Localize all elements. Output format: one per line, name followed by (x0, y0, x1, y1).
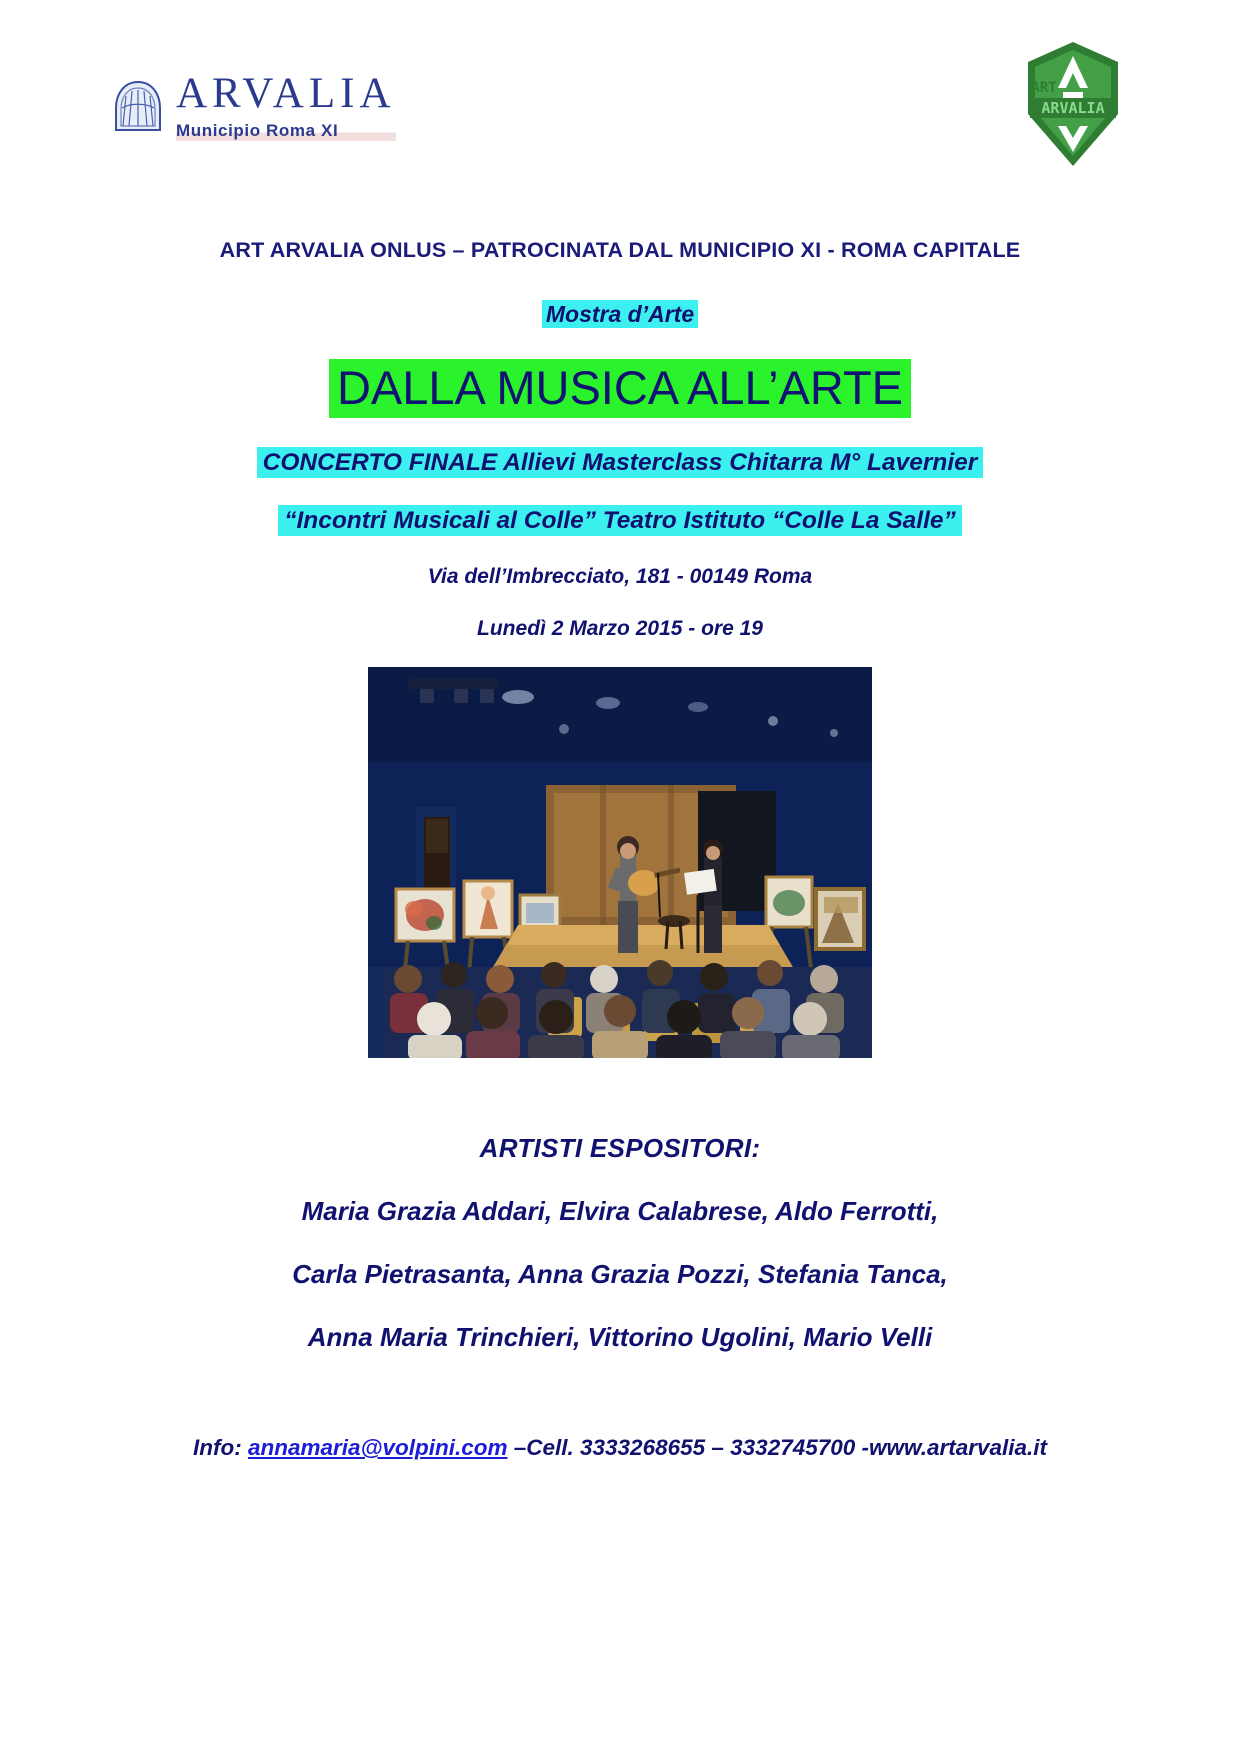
datetime-line: Lunedì 2 Marzo 2015 - ore 19 (477, 617, 763, 640)
flyer-title (0, 360, 1240, 415)
artists-heading: ARTISTI ESPOSITORI: (479, 1133, 761, 1163)
concert-line (0, 449, 1240, 477)
contact-suffix: –Cell. 3333268655 – 3332745700 -www.artarvalia.it (507, 1435, 1048, 1460)
artists-line-1: Maria Grazia Addari, Elvira Calabrese, Aldo Ferrotti, (301, 1196, 939, 1226)
header-logos (0, 0, 1240, 160)
patronage-line: ART ARVALIA ONLUS – PATROCINATA DAL MUNICIPIO XI - ROMA CAPITALE (219, 238, 1021, 262)
svg-text:ARVALIA: ARVALIA (1041, 99, 1105, 117)
venue-line (0, 507, 1240, 535)
email-link[interactable]: annamaria@volpini.com (247, 1435, 508, 1460)
artists-line-2: Carla Pietrasanta, Anna Grazia Pozzi, Stefania Tanca, (292, 1259, 948, 1289)
kicker-line (0, 301, 1240, 328)
svg-text:ART: ART (1031, 80, 1057, 96)
arvalia-subtitle: Municipio Roma XI (176, 122, 396, 141)
contact-line (0, 1435, 1240, 1461)
arvalia-logo (110, 72, 396, 141)
art-arvalia-badge-icon (1014, 40, 1132, 168)
concert-photo (368, 667, 872, 1058)
contact-prefix: Info: (192, 1435, 248, 1460)
kicker-text: Mostra d’Arte (542, 300, 698, 328)
flyer-title-text: DALLA MUSICA ALL’ARTE (329, 359, 911, 418)
fan-arch-icon (110, 78, 166, 134)
address-line: Via dell’Imbrecciato, 181 - 00149 Roma (427, 565, 813, 588)
art-arvalia-logo (1014, 40, 1132, 168)
concert-photo-image (368, 667, 872, 1058)
arvalia-wordmark: ARVALIA (176, 70, 396, 117)
artists-line-3: Anna Maria Trinchieri, Vittorino Ugolini, Mario Velli (307, 1322, 933, 1352)
concert-text: CONCERTO FINALE Allievi Masterclass Chitarra M° Lavernier (257, 447, 984, 478)
venue-text: “Incontri Musicali al Colle” Teatro Istituto “Colle La Salle” (278, 505, 962, 536)
